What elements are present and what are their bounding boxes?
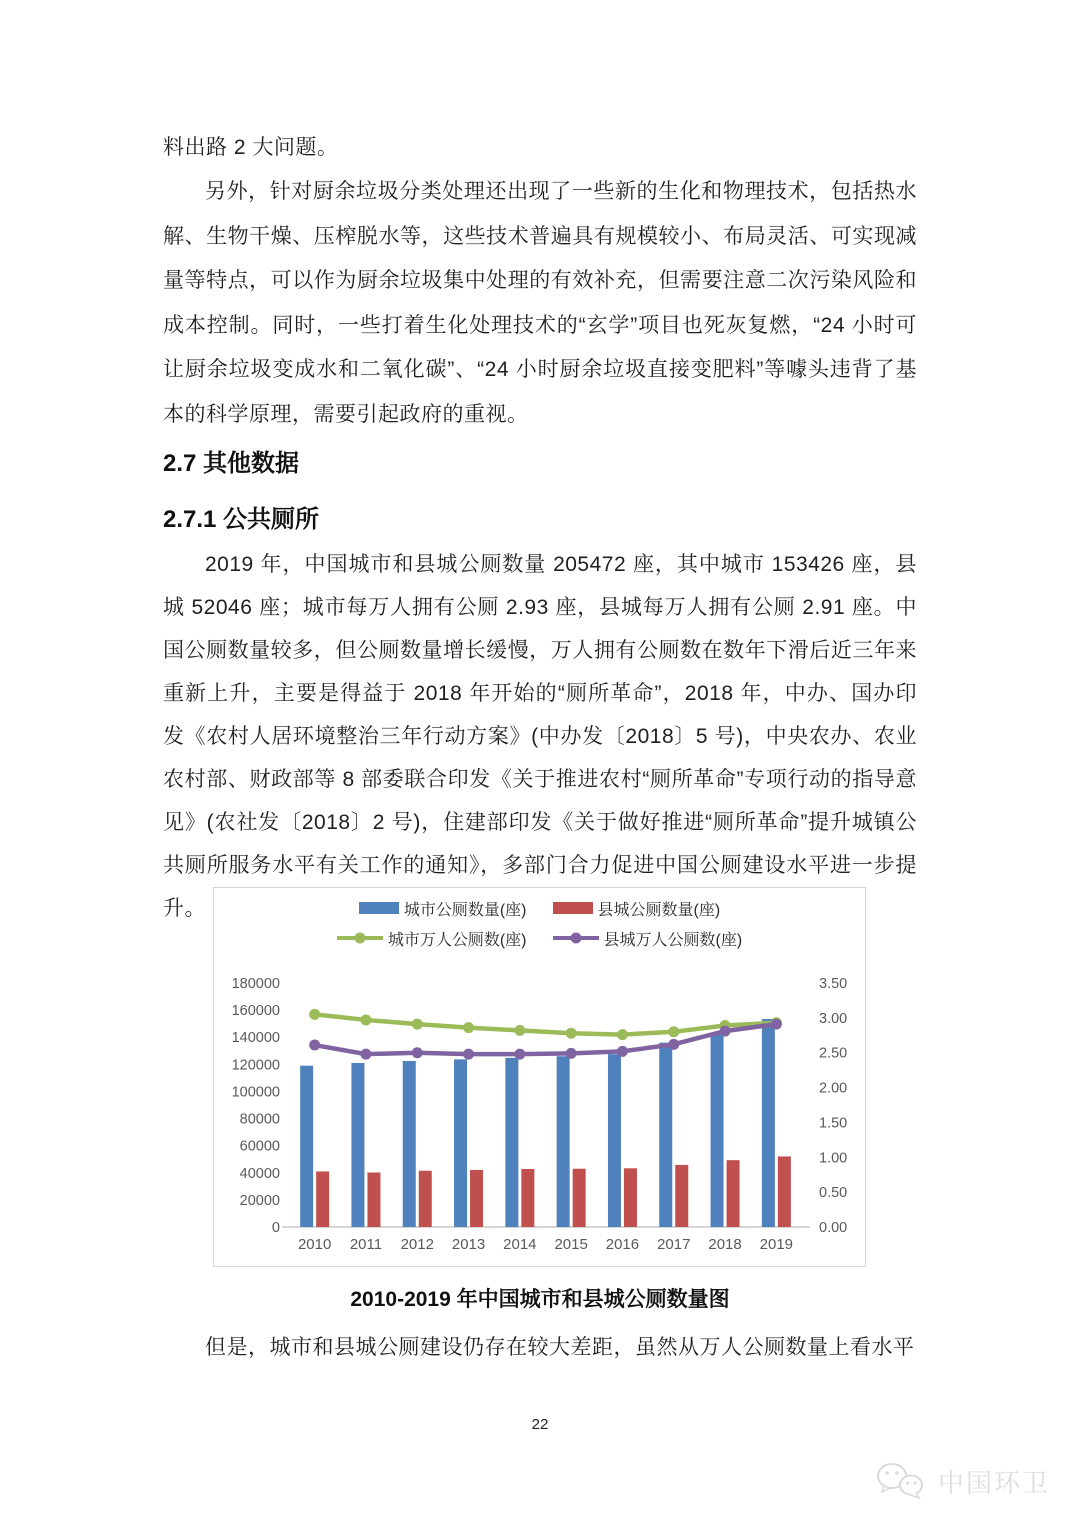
paragraph-public-toilets: 2019 年，中国城市和县城公厕数量 205472 座，其中城市 153426 座，县城 52046 座；城市每万人拥有公厕 2.93 座，县城每万人拥有公厕 2.91 座。中国公厕数量较多，但公厕数量增长缓慢，万人拥有公厕数在数年下滑后近三年来重新上升，主要是得益于 2018 年开始的“厕所革命”，2018 年，中办、国办印发《农村人居环境整治三年行动方案》(中办发〔2018〕5 号)，中央农办、农业农村部、财政部等 8 部委联合印发《关于推进农村“厕所革命”专项行动的指导意见》(农社发〔2018〕2 号)，住建部印发《关于做好推进“厕所革命”提升城镇公共厕所服务水平有关工作的通知》，多部门合力促进中国公厕建设水平进一步提升。	[163, 553, 917, 920]
paragraph-gap-remains: 但是，城市和县城公厕建设仍存在较大差距，虽然从万人公厕数量上看水平	[205, 1336, 915, 1359]
svg-text:40000: 40000	[239, 1165, 280, 1182]
svg-text:120000: 120000	[231, 1057, 280, 1074]
svg-text:2.00: 2.00	[819, 1080, 848, 1097]
figure-caption: 2010-2019 年中国城市和县城公厕数量图	[350, 1288, 730, 1311]
svg-text:2010: 2010	[297, 1236, 332, 1253]
legend-row-2	[214, 924, 865, 952]
legend-item-county-toilets	[553, 897, 721, 920]
svg-text:2011: 2011	[349, 1236, 383, 1253]
legend-row-1	[214, 894, 865, 922]
bar-swatch-icon	[359, 901, 399, 915]
svg-text:2.50: 2.50	[819, 1045, 848, 1062]
watermark	[872, 1458, 1050, 1504]
svg-text:3.00: 3.00	[819, 1010, 848, 1027]
legend-label: 城市万人公厕数(座)	[387, 931, 527, 949]
legend-label: 县城万人公厕数(座)	[603, 931, 743, 949]
section-heading-2-7-1: 2.7.1 公共厕所	[163, 506, 320, 533]
legend-label: 城市公厕数量(座)	[403, 901, 527, 919]
svg-text:2014: 2014	[503, 1236, 537, 1253]
svg-text:60000: 60000	[239, 1138, 280, 1155]
paragraph-kitchen-waste-tech: 另外，针对厨余垃圾分类处理还出现了一些新的生化和物理技术，包括热水解、生物干燥、压榨脱水等，这些技术普遍具有规模较小、布局灵活、可实现减量等特点，可以作为厨余垃圾集中处理的有效补充，但需要注意二次污染风险和成本控制。同时，一些打着生化处理技术的“玄学”项目也死灰复燃，“24 小时可让厨余垃圾变成水和二氧化碳”、“24 小时厨余垃圾直接变肥料”等噱头违背了基本的科学原理，需要引起政府的重视。	[163, 180, 917, 426]
svg-text:2012: 2012	[400, 1236, 434, 1253]
svg-text:0.50: 0.50	[819, 1185, 848, 1202]
svg-text:2019: 2019	[759, 1236, 794, 1253]
svg-text:2017: 2017	[657, 1236, 691, 1253]
legend-label: 县城公厕数量(座)	[597, 901, 721, 919]
page-number: 22	[531, 1416, 549, 1433]
paragraph-continuation: 料出路 2 大问题。	[163, 136, 339, 159]
watermark-label: 中国环卫	[938, 1467, 1051, 1498]
legend-item-county-per10k	[553, 927, 743, 950]
svg-text:80000: 80000	[239, 1111, 280, 1128]
chart-legend	[214, 894, 865, 952]
line-swatch-icon	[553, 931, 599, 945]
bar-swatch-icon	[553, 901, 593, 915]
svg-text:2018: 2018	[708, 1236, 742, 1253]
svg-text:160000: 160000	[231, 1003, 280, 1020]
svg-text:140000: 140000	[231, 1030, 280, 1047]
svg-text:2015: 2015	[554, 1236, 588, 1253]
svg-text:180000: 180000	[231, 976, 280, 992]
svg-text:2016: 2016	[605, 1236, 640, 1253]
svg-text:3.50: 3.50	[819, 976, 848, 992]
svg-text:0.00: 0.00	[819, 1220, 848, 1236]
svg-text:100000: 100000	[231, 1084, 280, 1101]
svg-text:20000: 20000	[239, 1192, 280, 1209]
toilet-count-chart	[213, 887, 866, 1267]
section-heading-2-7: 2.7 其他数据	[163, 450, 300, 477]
legend-item-city-per10k	[337, 927, 527, 950]
svg-text:2013: 2013	[451, 1236, 486, 1253]
legend-item-city-toilets	[359, 897, 527, 920]
svg-text:1.50: 1.50	[819, 1115, 848, 1132]
wechat-icon	[872, 1461, 930, 1501]
svg-text:1.00: 1.00	[819, 1150, 848, 1167]
line-swatch-icon	[337, 931, 383, 945]
svg-text:0: 0	[271, 1220, 280, 1236]
